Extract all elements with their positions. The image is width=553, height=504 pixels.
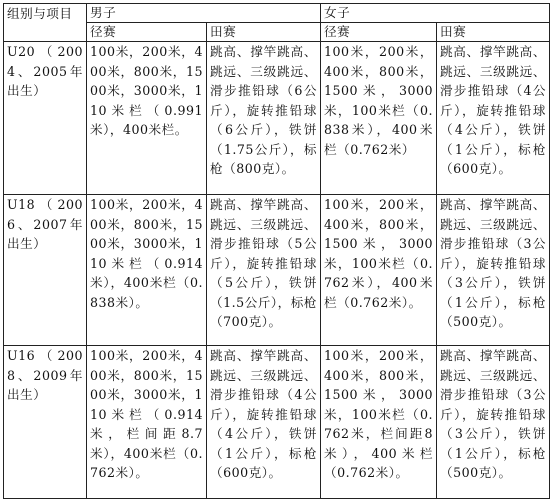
male-field-header: 田赛: [207, 23, 321, 42]
male-field-cell: 跳高、撑竿跳高、跳远、三级跳远、滑步推铅球（4公斤），旋转推铅球（4公斤），铁饼（1公斤），标枪（600克）。: [207, 346, 321, 499]
group-label-header: 组别与项目: [4, 4, 87, 42]
male-track-header: 径赛: [87, 23, 207, 42]
group-cell: U18（2006、2007年出生）: [4, 195, 87, 346]
female-track-cell: 100米，200米，400米，800米，1500米，3000米，100米栏（0.838米），400米栏（0.762米）: [321, 42, 437, 195]
female-header: 女子: [321, 4, 550, 23]
events-table: [3, 3, 550, 499]
group-cell: U20（2004、2005年出生）: [4, 42, 87, 195]
female-field-cell: 跳高、撑竿跳高、跳远、三级跳远、滑步推铅球（3公斤），旋转推铅球（3公斤），铁饼（1公斤），标枪（500克）。: [437, 346, 550, 499]
male-header: 男子: [87, 4, 321, 23]
female-track-header: 径赛: [321, 23, 437, 42]
header-row-1: [4, 4, 550, 23]
table-row: [4, 195, 550, 346]
male-track-cell: 100米，200米，400米，800米，1500米，3000米，110米栏（0.991米），400米栏。: [87, 42, 207, 195]
table-row: [4, 346, 550, 499]
female-field-cell: 跳高、撑竿跳高、跳远、三级跳远、滑步推铅球（4公斤），旋转推铅球（4公斤），铁饼（1公斤），标枪（600克）。: [437, 42, 550, 195]
male-field-cell: 跳高、撑竿跳高、跳远、三级跳远、滑步推铅球（5公斤），旋转推铅球（5公斤），铁饼（1.5公斤），标枪（700克）。: [207, 195, 321, 346]
male-field-cell: 跳高、撑竿跳高、跳远、三级跳远、滑步推铅球（6公斤），旋转推铅球（6公斤），铁饼（1.75公斤），标枪（800克）。: [207, 42, 321, 195]
female-track-cell: 100米，200米，400米，800米，1500米，3000米，100米栏（0.762米），400米栏（0.762米）。: [321, 195, 437, 346]
events-table-container: [3, 3, 549, 499]
male-track-cell: 100米，200米，400米，800米，1500米，3000米，110米栏（0.914米，栏间距8.7米），400米栏（0.762米）。: [87, 346, 207, 499]
table-row: [4, 42, 550, 195]
group-cell: U16（2008、2009年出生）: [4, 346, 87, 499]
female-field-cell: 跳高、撑竿跳高、跳远、三级跳远、滑步推铅球（3公斤），旋转推铅球（3公斤），铁饼（1公斤），标枪（500克）。: [437, 195, 550, 346]
male-track-cell: 100米，200米，400米，800米，1500米，3000米，110米栏（0.914米），400米栏（0.838米）。: [87, 195, 207, 346]
female-track-cell: 100米，200米，400米，800米，1500米，3000米，100米栏（0.762米，栏间距8米），400米栏（0.762米）。: [321, 346, 437, 499]
female-field-header: 田赛: [437, 23, 550, 42]
